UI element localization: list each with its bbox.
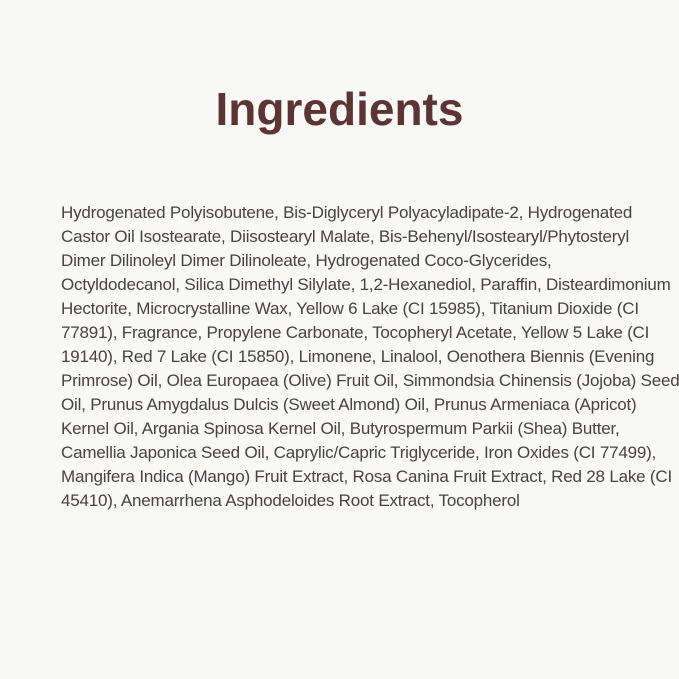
ingredients-line: Camellia Japonica Seed Oil, Caprylic/Capric Triglyceride, Iron Oxides (CI 77499), bbox=[61, 443, 657, 462]
ingredients-line: Hectorite, Microcrystalline Wax, Yellow 6 Lake (CI 15985), Titanium Dioxide (CI bbox=[61, 299, 639, 318]
ingredients-line: Mangifera Indica (Mango) Fruit Extract, Rosa Canina Fruit Extract, Red 28 Lake (CI bbox=[61, 467, 672, 486]
ingredients-line: Castor Oil Isostearate, Diisostearyl Malate, Bis-Behenyl/Isostearyl/Phytosteryl bbox=[61, 227, 630, 246]
ingredients-line: Dimer Dilinoleyl Dimer Dilinoleate, Hydrogenated Coco-Glycerides, bbox=[61, 251, 552, 270]
ingredients-line: 77891), Fragrance, Propylene Carbonate, Tocopheryl Acetate, Yellow 5 Lake (CI bbox=[61, 323, 650, 342]
ingredients-line: Oil, Prunus Amygdalus Dulcis (Sweet Almond) Oil, Prunus Armeniaca (Apricot) bbox=[61, 395, 637, 414]
ingredients-line: Kernel Oil, Argania Spinosa Kernel Oil, Butyrospermum Parkii (Shea) Butter, bbox=[61, 419, 620, 438]
ingredients-list bbox=[61, 201, 679, 513]
ingredients-line: Octyldodecanol, Silica Dimethyl Silylate, 1,2-Hexanediol, Paraffin, Disteardimonium bbox=[61, 275, 671, 294]
ingredients-line: 45410), Anemarrhena Asphodeloides Root Extract, Tocopherol bbox=[61, 491, 520, 510]
ingredients-line: 19140), Red 7 Lake (CI 15850), Limonene, Linalool, Oenothera Biennis (Evening bbox=[61, 347, 655, 366]
ingredients-line: Primrose) Oil, Olea Europaea (Olive) Fruit Oil, Simmondsia Chinensis (Jojoba) Seed bbox=[61, 371, 679, 390]
ingredients-title: Ingredients bbox=[215, 83, 464, 135]
ingredients-line: Hydrogenated Polyisobutene, Bis-Diglyceryl Polyacyladipate-2, Hydrogenated bbox=[61, 203, 633, 222]
